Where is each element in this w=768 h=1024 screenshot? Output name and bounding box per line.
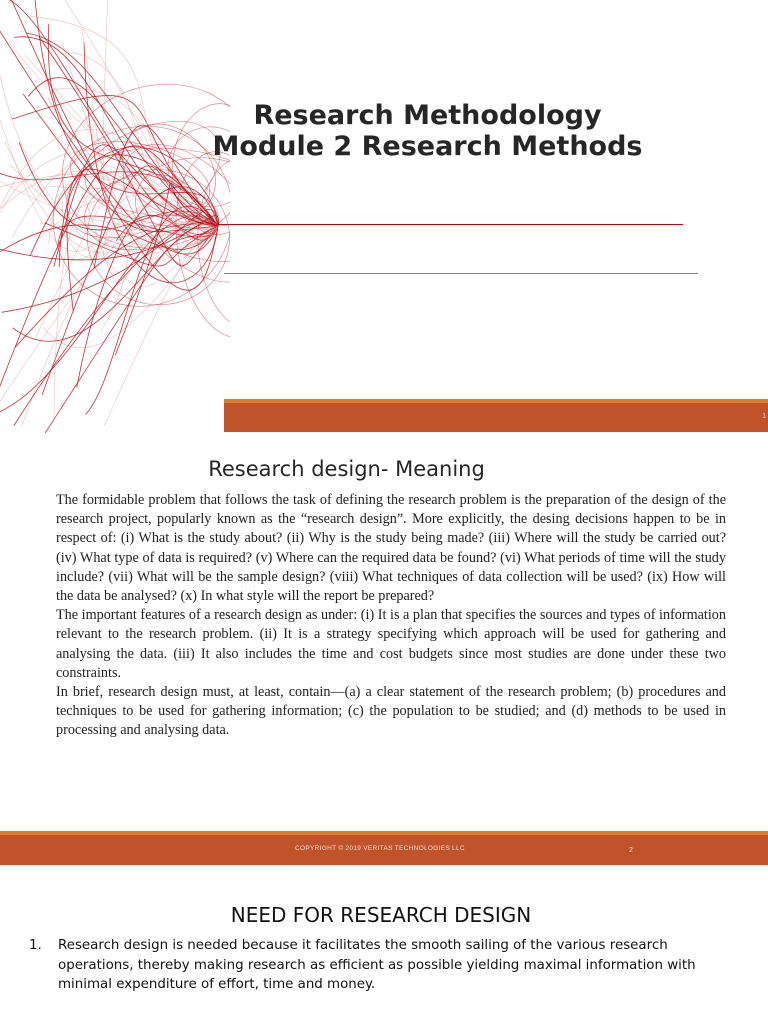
slide2-footer-bar	[0, 831, 768, 865]
swirl-strand	[2, 209, 218, 312]
slide2-body	[56, 491, 726, 741]
title-line-2: Module 2 Research Methods	[212, 131, 643, 162]
need-for-design-slide	[0, 865, 768, 1024]
red-divider	[218, 224, 683, 225]
paragraph-2: The important features of a research design as under: (i) It is a plan that specifies the sources and types of information relevant to the research problem. (ii) It is a strategy specifying which approach will be used for gathering and analysing the data. (iii) It also includes the time and cost budgets since most studies are done under these two constraints.	[56, 607, 726, 681]
list-item-text: Research design is needed because it facilitates the smooth sailing of the various research operations, thereby making research as efficient as possible yielding maximal information with minimal expenditure of effort, time and money.	[58, 938, 696, 992]
slide2-title: Research design- Meaning	[208, 457, 485, 481]
slide1-footer-bar	[224, 399, 768, 432]
red-swirl-graphic	[0, 0, 230, 433]
grey-divider	[224, 273, 698, 274]
list-item-number: 1.	[29, 938, 42, 953]
title-slide	[0, 0, 768, 433]
numbered-list	[29, 936, 739, 995]
swirl-loop	[163, 144, 230, 345]
slide1-page-number: 1	[762, 413, 766, 420]
paragraph-1: The formidable problem that follows the task of defining the research problem is the preparation of the design of the research project, popularly known as the “research design”. More explicitly, the desing decisions happen to be in respect of: (i) What is the study about? (ii) Why is the study being made? (iii) Where will the study be carried out? (iv) What type of data is required? (v) Where can the required data be found? (vi) What periods of time will the study include? (vii) What will be the sample design? (viii) What techniques of data collection will be used? (ix) How will the data be analysed? (x) In what style will the report be prepared?	[56, 492, 726, 605]
swirl-strand	[57, 0, 218, 239]
slide2-page-number: 2	[629, 847, 633, 854]
title-line-1: Research Methodology	[253, 100, 602, 131]
copyright-text: COPYRIGHT © 2019 VERITAS TECHNOLOGIES LLC	[295, 845, 465, 852]
slide1-title	[200, 100, 655, 162]
research-design-slide	[0, 433, 768, 865]
paragraph-3: In brief, research design must, at least, contain—(a) a clear statement of the research problem; (b) procedures and techniques to be used for gathering information; (c) the population to be studied; and (d) methods to be used in processing and analysing data.	[56, 684, 726, 739]
list-item	[29, 936, 739, 995]
swirl-strand	[0, 216, 218, 415]
slide3-title: NEED FOR RESEARCH DESIGN	[230, 903, 532, 927]
